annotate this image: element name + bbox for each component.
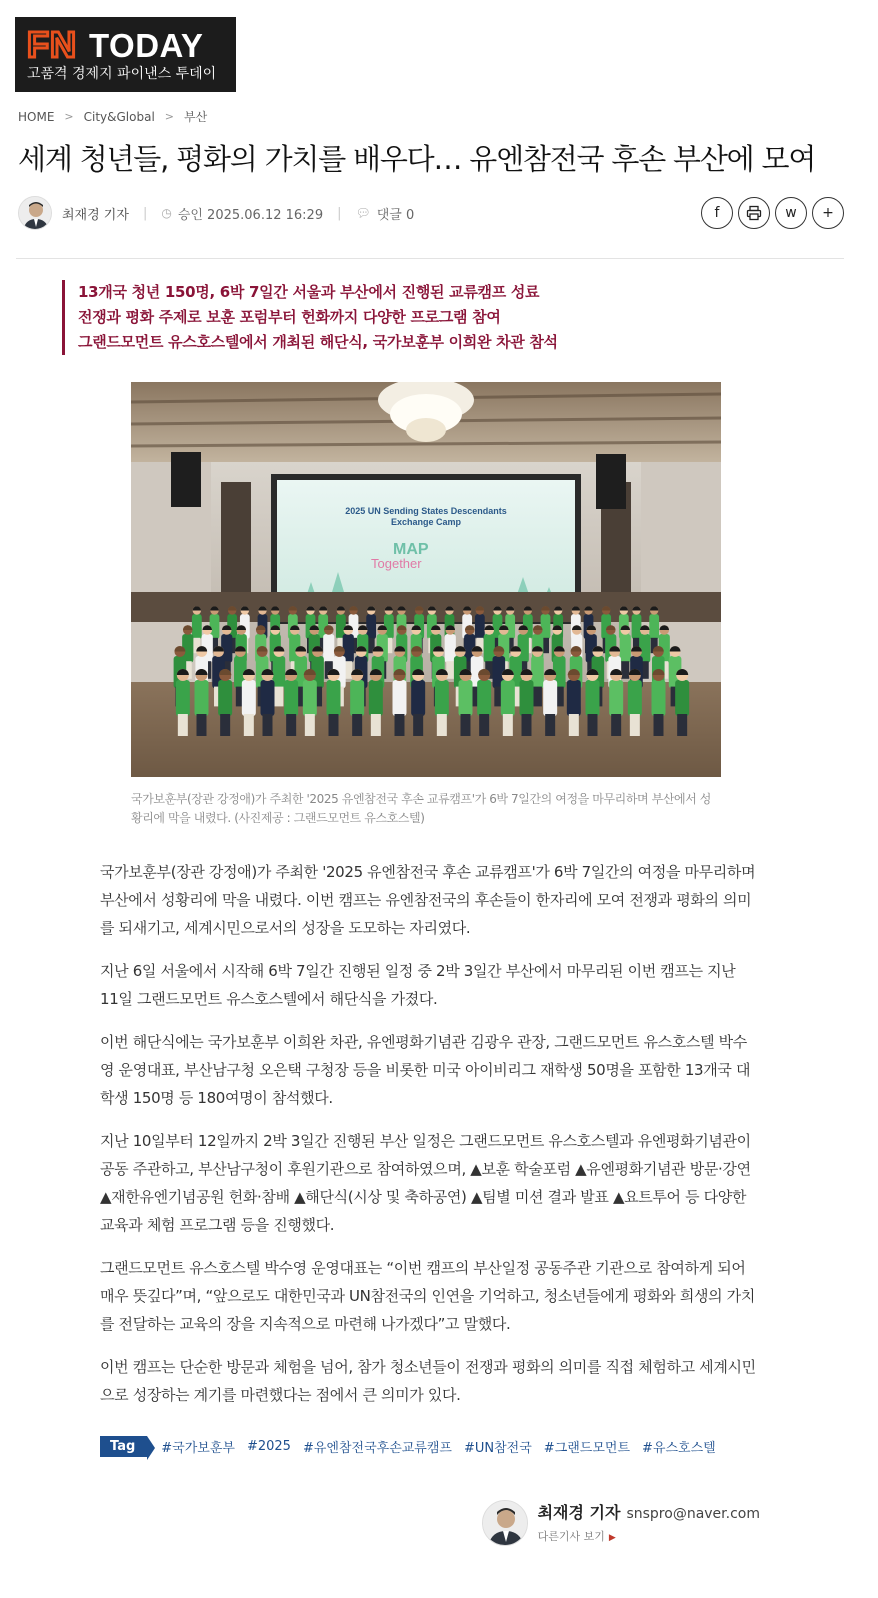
paragraph: 그랜드모먼트 유스호스텔 박수영 운영대표는 “이번 캠프의 부산일정 공동주관 기관으로 참여하게 되어 매우 뜻깊다”며, “앞으로도 대한민국과 UN참전국의 인연을 기억하고, 청소년들에게 평화와 희생의 가치를 전달하는 교육의 장을 지속적으로 마련해 나가겠다”고 말했다. — [100, 1259, 755, 1333]
tag-label: Tag — [100, 1436, 147, 1457]
breadcrumb-subsection[interactable]: 부산 — [184, 110, 208, 124]
logo-mark: FN — [27, 24, 77, 65]
wordpress-share-button[interactable]: w — [775, 197, 807, 229]
comment-count[interactable]: 댓글 0 — [376, 207, 415, 223]
screen-title-line1: 2025 UN Sending States Descendants — [345, 506, 507, 516]
tag-list — [100, 1436, 728, 1457]
approved-date: 승인 2025.06.12 16:29 — [177, 207, 324, 223]
tag-link[interactable]: #그랜드모먼트 — [543, 1441, 631, 1456]
paragraph: 이번 캠프는 단순한 방문과 체험을 넘어, 참가 청소년들이 전쟁과 평화의 의미를 직접 체험하고 세계시민으로 성장하는 계기를 마련했다는 점에서 큰 의미가 있다. — [100, 1358, 756, 1404]
clock-icon: ◷ — [161, 206, 172, 220]
screen-slogan-sub: Together — [371, 556, 422, 571]
site-logo[interactable] — [15, 17, 236, 92]
tag-link[interactable]: #유스호스텔 — [642, 1441, 716, 1456]
breadcrumb-section[interactable]: City&Global — [83, 109, 155, 124]
tag-link[interactable]: #국가보훈부 — [161, 1441, 235, 1456]
chevron-right-icon: > — [64, 110, 74, 123]
article-summary — [62, 280, 558, 355]
article-title: 세계 청년들, 평화의 가치를 배우다… 유엔참전국 후손 부산에 모여 — [18, 142, 816, 176]
print-button[interactable] — [738, 197, 770, 229]
photo-caption: 국가보훈부(장관 강정애)가 주최한 '2025 유엔참전국 후손 교류캠프'가 6박 7일간의 여정을 마무리하며 부산에서 성황리에 막을 내렸다. (사진제공 : 그랜드모먼트 유스호스텔) — [131, 792, 712, 825]
summary-line: 13개국 청년 150명, 6박 7일간 서울과 부산에서 진행된 교류캠프 성료 — [78, 283, 540, 301]
author-avatar — [482, 1500, 528, 1546]
summary-line: 전쟁과 평화 주제로 보훈 포럼부터 헌화까지 다양한 프로그램 참여 — [78, 308, 501, 326]
logo-name: TODAY — [89, 27, 204, 64]
byline — [18, 196, 414, 230]
author-email[interactable]: snspro@naver.com — [626, 1506, 760, 1522]
tag-link[interactable]: #유엔참전국후손교류캠프 — [302, 1441, 452, 1456]
article-body — [100, 858, 758, 1424]
chevron-right-icon: > — [164, 110, 174, 123]
byline-author[interactable]: 최재경 기자 — [62, 207, 129, 223]
share-buttons — [701, 197, 844, 229]
breadcrumb — [18, 108, 207, 125]
more-articles-link[interactable] — [538, 1528, 760, 1544]
logo-tagline: 고품격 경제지 파이낸스 투데이 — [27, 66, 217, 82]
breadcrumb-home[interactable]: HOME — [18, 109, 55, 124]
printer-icon — [746, 205, 762, 221]
author-name-line — [538, 1500, 760, 1523]
screen-slogan: MAP — [393, 541, 429, 558]
group-photo-illustration — [131, 382, 721, 777]
divider: | — [142, 205, 148, 221]
header-divider — [16, 258, 844, 259]
author-name: 최재경 기자 — [537, 1503, 621, 1522]
tag-link[interactable]: #UN참전국 — [463, 1441, 532, 1456]
article-photo[interactable] — [131, 382, 721, 777]
paragraph: 국가보훈부(장관 강정애)가 주최한 '2025 유엔참전국 후손 교류캠프'가 6박 7일간의 여정을 마무리하며 부산에서 성황리에 막을 내렸다. 이번 캠프는 유엔참전국의 후손들이 한자리에 모여 전쟁과 평화의 의미를 되새기고, 세계시민으로서의 성장을 도모하는 자리였다. — [100, 863, 756, 937]
comment-icon: 💬︎ — [355, 206, 371, 220]
screen-title-line2: Exchange Camp — [390, 517, 462, 527]
author-box — [482, 1500, 760, 1546]
tag-link[interactable]: #2025 — [246, 1439, 291, 1454]
facebook-share-button[interactable]: f — [701, 197, 733, 229]
paragraph: 지난 10일부터 12일까지 2박 3일간 진행된 부산 일정은 그랜드모먼트 유스호스텔과 유엔평화기념관이 공동 주관하고, 부산남구청이 후원기관으로 참여하였으며, ▲보훈 학술포럼 ▲유엔평화기념관 방문·강연 ▲재한유엔기념공원 헌화·참배 ▲해단식(시상 및 축하공연) ▲팀별 미션 결과 발표 ▲요트투어 등 다양한 교육과 체험 프로그램 등을 진행했다. — [100, 1132, 751, 1234]
author-avatar — [18, 196, 52, 230]
more-share-button[interactable]: + — [812, 197, 844, 229]
divider: | — [337, 205, 342, 221]
more-articles-label: 다른기사 보기 — [537, 1530, 605, 1543]
caret-right-icon: ▶ — [608, 1533, 616, 1543]
paragraph: 지난 6일 서울에서 시작해 6박 7일간 진행된 일정 중 2박 3일간 부산에서 마무리된 이번 캠프는 지난 11일 그랜드모먼트 유스호스텔에서 해단식을 가졌다. — [100, 962, 736, 1008]
summary-line: 그랜드모먼트 유스호스텔에서 개최된 해단식, 국가보훈부 이희완 차관 참석 — [78, 333, 558, 351]
paragraph: 이번 해단식에는 국가보훈부 이희완 차관, 유엔평화기념관 김광우 관장, 그랜드모먼트 유스호스텔 박수영 운영대표, 부산남구청 오은택 구청장 등을 비롯한 미국 아이비리그 재학생 50명을 포함한 13개국 대학생 150명 등 180여명이 참석했다. — [100, 1033, 751, 1107]
